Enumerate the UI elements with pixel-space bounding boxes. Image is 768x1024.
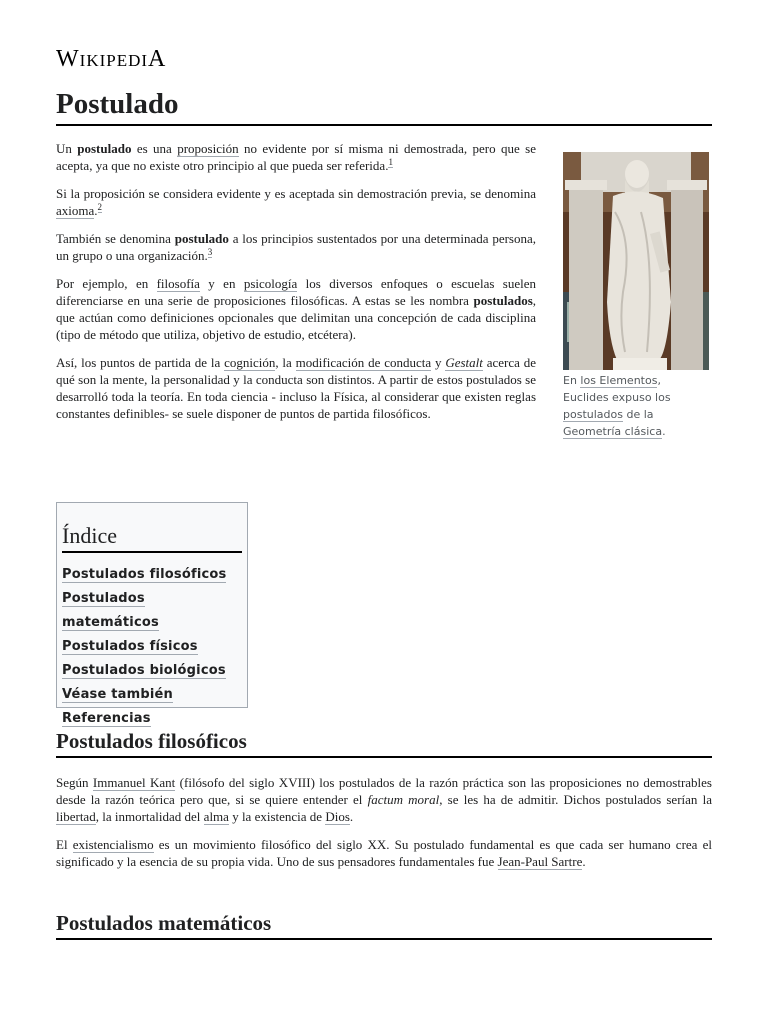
text: Por ejemplo, en xyxy=(56,276,157,291)
text: Si la proposición se considera evidente y es aceptada sin demostración previa, se denomina xyxy=(56,186,536,201)
link-existencialismo[interactable]: existencialismo xyxy=(72,837,154,852)
bold-term: postulados xyxy=(473,293,533,308)
toc-list xyxy=(62,563,242,731)
intro-paragraph-5 xyxy=(56,354,536,422)
text: acerca de qué son la mente, la personalidad y la conducta son distintos. A partir de estos postulados se desarrolló toda la teoría. En toda ciencia - incluso la Física, al considerar que existen reglas constantes definibles- se suele disponer de puntos de partida filosóficos. xyxy=(56,355,537,421)
link-filosofia[interactable]: filosofía xyxy=(156,276,200,291)
text: También se denomina xyxy=(56,231,175,246)
text: . xyxy=(662,425,666,438)
link-gestalt[interactable]: Gestalt xyxy=(445,355,483,370)
text: , se les ha de admitir. Dichos postulados serían la xyxy=(439,792,712,807)
bold-term: postulado xyxy=(174,231,229,246)
toc-item-postulados-biologicos[interactable]: Postulados biológicos xyxy=(62,663,226,678)
link-libertad[interactable]: libertad xyxy=(56,809,96,824)
euclides-statue-image[interactable] xyxy=(563,152,709,370)
text: Según xyxy=(56,775,93,790)
text: no evidente por sí misma ni demostrada, pero que se acepta, ya que no existe otro principio al que pueda ser referida. xyxy=(56,141,536,173)
wordmark-final: A xyxy=(148,46,167,72)
link-cognicion[interactable]: cognición xyxy=(224,355,276,370)
text: y la existencia de xyxy=(228,809,326,824)
italic-term: factum moral xyxy=(367,792,440,807)
link-psicologia[interactable]: psicología xyxy=(243,276,298,291)
filosoficos-paragraph-1 xyxy=(56,774,712,825)
text: los diversos enfoques o escuelas suelen diferenciarse en una serie de proposiciones filosóficas. A estas se les nombra xyxy=(56,276,536,308)
text: de la xyxy=(622,408,654,421)
reference-2[interactable]: 2 xyxy=(97,201,103,212)
text: , la xyxy=(275,355,296,370)
wordmark-initial: W xyxy=(56,46,80,72)
link-immanuel-kant[interactable]: Immanuel Kant xyxy=(92,775,176,790)
text: y xyxy=(431,355,446,370)
text: es una xyxy=(131,141,178,156)
toc-item-postulados-fisicos[interactable]: Postulados físicos xyxy=(62,639,198,654)
reference-1[interactable]: 1 xyxy=(388,156,393,167)
reference-3[interactable]: 3 xyxy=(207,246,213,257)
section-heading-matematicos: Postulados matemáticos xyxy=(56,910,712,940)
text: y en xyxy=(199,276,244,291)
text: , la inmortalidad del xyxy=(95,809,204,824)
text: El xyxy=(56,837,73,852)
text: , que actúan como definiciones opcionales que delimitan una concepción de cada disciplina (tipo de método que utiliza, objetivo de estudio, etcétera). xyxy=(56,293,536,342)
text: (filósofo del siglo XVIII) los postulados de la razón práctica son las proposiciones no demostrables desde la razón teórica pero que, si se quiere entender el xyxy=(56,775,712,807)
intro-paragraph-4 xyxy=(56,275,536,343)
text: Así, los puntos de partida de la xyxy=(56,355,225,370)
toc-heading: Índice xyxy=(62,523,242,553)
page-title: Postulado xyxy=(56,86,712,126)
text: . xyxy=(94,203,98,218)
text: En xyxy=(563,374,581,387)
text: , Euclides expuso los xyxy=(563,374,671,404)
wordmark-middle: IKIPEDI xyxy=(79,51,149,70)
link-modificacion-de-conducta[interactable]: modificación de conducta xyxy=(295,355,432,370)
section-heading-filosoficos: Postulados filosóficos xyxy=(56,728,712,758)
intro-paragraph-1 xyxy=(56,140,536,174)
link-proposicion[interactable]: proposición xyxy=(177,141,239,156)
intro-paragraph-3 xyxy=(56,230,536,264)
toc-item-postulados-filosoficos[interactable]: Postulados filosóficos xyxy=(62,567,227,582)
intro-column xyxy=(56,140,536,433)
link-dios[interactable]: Dios xyxy=(325,809,350,824)
text: . xyxy=(582,854,586,869)
filosoficos-paragraph-2 xyxy=(56,836,712,870)
link-axioma[interactable]: axioma xyxy=(56,203,95,218)
table-of-contents xyxy=(56,502,248,726)
text: es un movimiento filosófico del siglo XX. Su postulado fundamental es que cada ser humano crea el significado y la esencia de su propia vida. Uno de sus pensadores fundamentales fue xyxy=(56,837,712,869)
link-alma[interactable]: alma xyxy=(203,809,229,824)
text: . xyxy=(349,809,354,824)
bold-term: postulado xyxy=(77,141,132,156)
link-jean-paul-sartre[interactable]: Jean-Paul Sartre xyxy=(497,854,583,869)
figure-euclides xyxy=(563,152,709,440)
text: Un xyxy=(56,141,78,156)
link-postulados[interactable]: postulados xyxy=(563,408,623,421)
toc-item-postulados-matematicos[interactable]: Postulados matemáticos xyxy=(62,591,159,630)
figure-caption xyxy=(563,372,709,440)
wikipedia-wordmark[interactable] xyxy=(56,46,166,73)
intro-paragraph-2 xyxy=(56,185,536,219)
text: a los principios sustentados por una determinada persona, un grupo o una organización. xyxy=(56,231,537,263)
link-geometria-clasica[interactable]: Geometría clásica xyxy=(563,425,663,438)
link-los-elementos[interactable]: los Elementos xyxy=(580,374,658,387)
section-body-filosoficos xyxy=(56,774,712,881)
toc-item-vease-tambien[interactable]: Véase también xyxy=(62,687,173,702)
toc-item-referencias[interactable]: Referencias xyxy=(62,711,151,726)
